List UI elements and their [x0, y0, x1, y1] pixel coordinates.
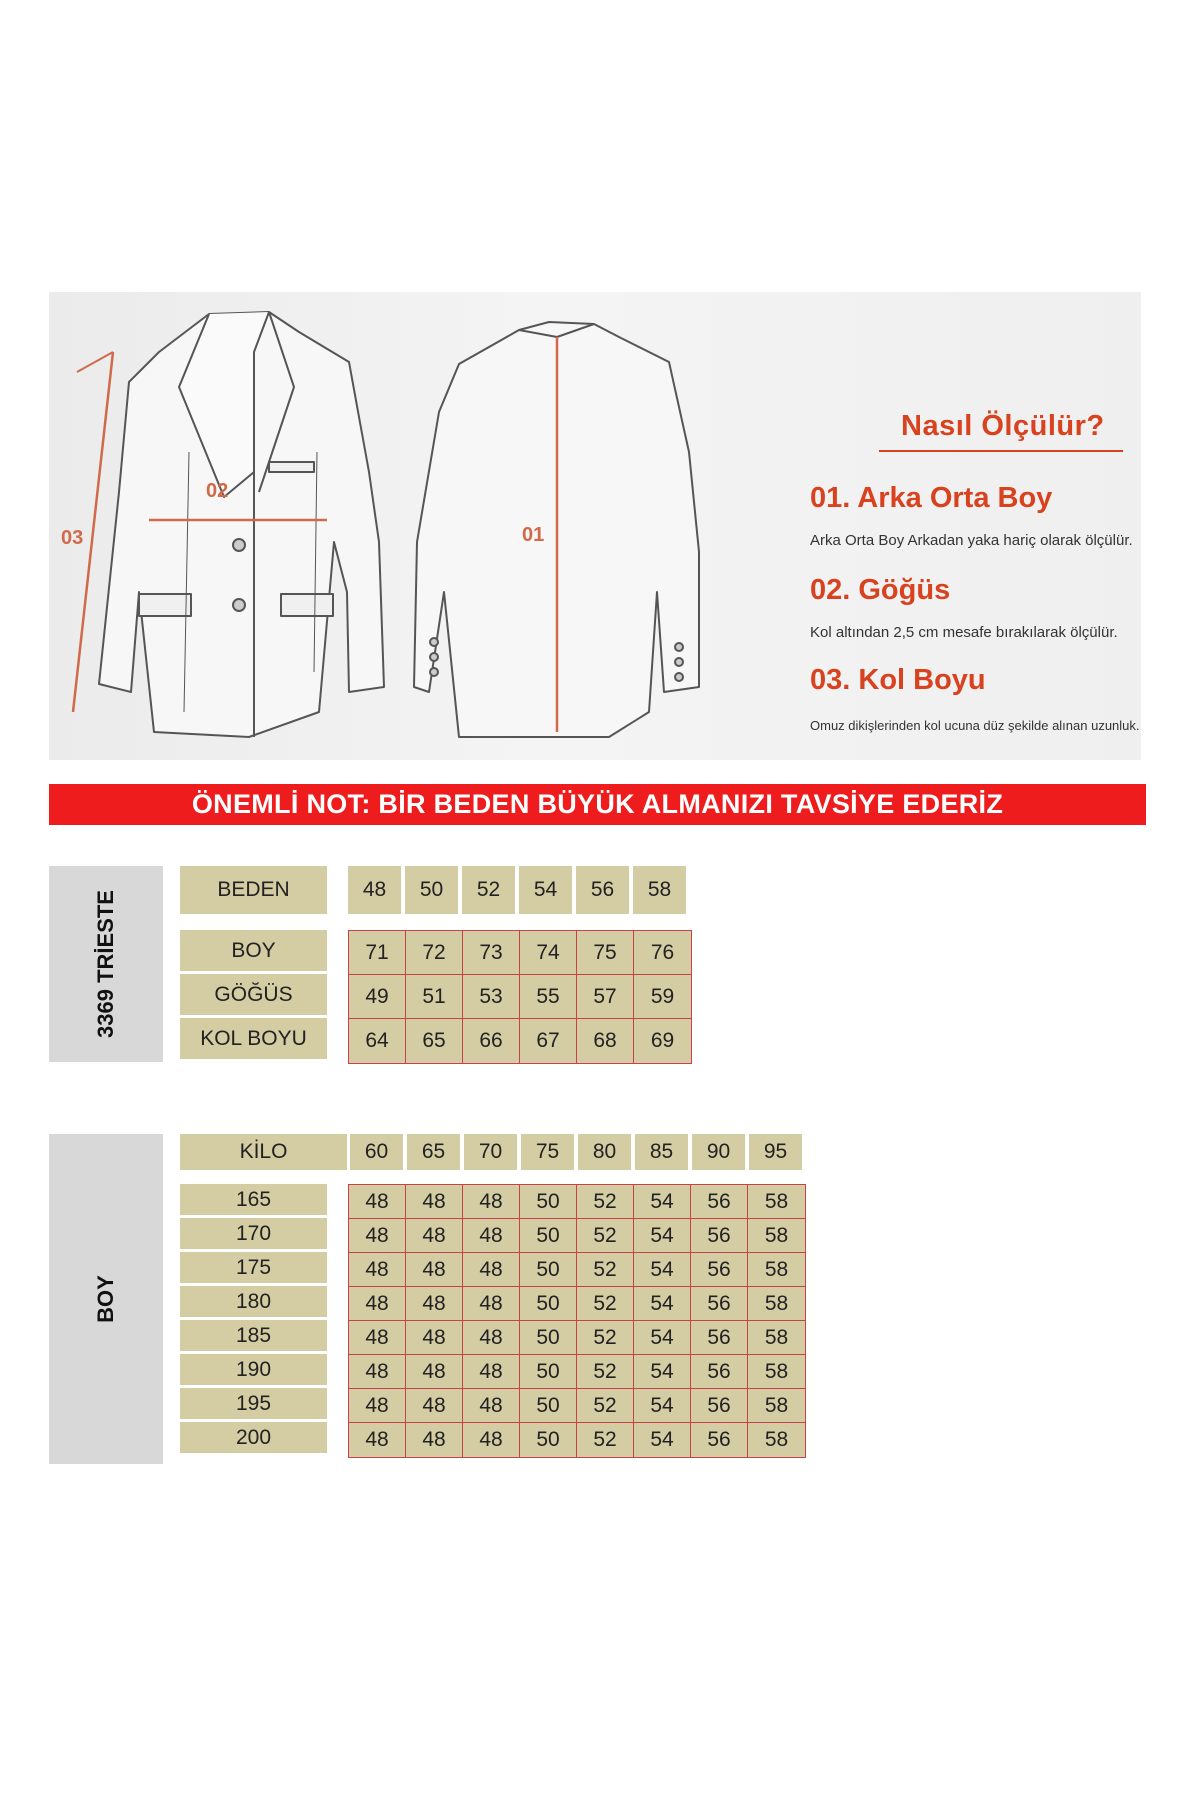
header-cell: 85	[635, 1134, 688, 1170]
table-cell: 48	[349, 1423, 406, 1457]
important-note-banner: ÖNEMLİ NOT: BİR BEDEN BÜYÜK ALMANIZI TAVSİYE EDERİZ	[49, 784, 1146, 825]
header-cell: 75	[521, 1134, 574, 1170]
table-cell: 48	[349, 1355, 406, 1389]
table-cell: 74	[520, 931, 577, 975]
table-cell: 49	[349, 975, 406, 1019]
table-cell: 76	[634, 931, 691, 975]
header-cell: 58	[633, 866, 686, 914]
step-3-title: 03. Kol Boyu	[810, 664, 986, 696]
table-cell: 67	[520, 1019, 577, 1063]
table-cell: 48	[349, 1185, 406, 1219]
step-2-desc: Kol altından 2,5 cm mesafe bırakılarak ölçülür.	[810, 624, 1118, 641]
header-cell: 70	[464, 1134, 517, 1170]
row-label: 195	[180, 1388, 327, 1419]
table-cell: 59	[634, 975, 691, 1019]
row-label: 170	[180, 1218, 327, 1249]
table-cell: 48	[406, 1389, 463, 1423]
table-cell: 48	[349, 1219, 406, 1253]
table-cell: 68	[577, 1019, 634, 1063]
table-cell: 48	[463, 1355, 520, 1389]
table-cell: 54	[634, 1389, 691, 1423]
header-cell: 54	[519, 866, 572, 914]
front-length-label: 03	[61, 527, 84, 549]
table-cell: 48	[406, 1185, 463, 1219]
table-cell: 52	[577, 1389, 634, 1423]
table-cell: 56	[691, 1287, 748, 1321]
table-cell: 56	[691, 1321, 748, 1355]
table-cell: 50	[520, 1287, 577, 1321]
table-cell: 48	[349, 1287, 406, 1321]
table2-row-labels	[180, 1184, 327, 1453]
table-cell: 52	[577, 1185, 634, 1219]
table-cell: 48	[406, 1253, 463, 1287]
row-label: KOL BOYU	[180, 1018, 327, 1059]
guide-title-underline	[879, 450, 1123, 452]
table-cell: 54	[634, 1287, 691, 1321]
table2-values-grid	[348, 1184, 806, 1458]
table1-size-header	[348, 866, 686, 914]
header-cell: 48	[348, 866, 401, 914]
header-cell: 56	[576, 866, 629, 914]
table2-header-label: KİLO	[180, 1134, 347, 1170]
table1-side-panel	[49, 866, 163, 1062]
chest-label: 02	[206, 480, 229, 502]
table1-header-label: BEDEN	[180, 866, 327, 914]
how-to-measure-text	[757, 292, 1141, 760]
table-cell: 50	[520, 1423, 577, 1457]
table-cell: 58	[748, 1219, 805, 1253]
table-cell: 58	[748, 1321, 805, 1355]
row-label: 165	[180, 1184, 327, 1215]
table-cell: 48	[406, 1287, 463, 1321]
table-cell: 71	[349, 931, 406, 975]
table-cell: 56	[691, 1355, 748, 1389]
table-cell: 54	[634, 1219, 691, 1253]
table-cell: 64	[349, 1019, 406, 1063]
table-cell: 65	[406, 1019, 463, 1063]
header-cell: 65	[407, 1134, 460, 1170]
table-cell: 73	[463, 931, 520, 975]
table-cell: 48	[463, 1219, 520, 1253]
header-cell: 52	[462, 866, 515, 914]
header-cell: 60	[350, 1134, 403, 1170]
table2-side-label: BOY	[93, 1275, 118, 1323]
table-cell: 50	[520, 1219, 577, 1253]
table-cell: 54	[634, 1321, 691, 1355]
table-cell: 58	[748, 1253, 805, 1287]
table-cell: 56	[691, 1219, 748, 1253]
table-cell: 52	[577, 1355, 634, 1389]
step-1-desc: Arka Orta Boy Arkadan yaka hariç olarak ölçülür.	[810, 532, 1133, 549]
table-cell: 53	[463, 975, 520, 1019]
table-cell: 52	[577, 1321, 634, 1355]
table-cell: 48	[406, 1423, 463, 1457]
table-cell: 75	[577, 931, 634, 975]
step-2-title: 02. Göğüs	[810, 574, 951, 606]
table-cell: 54	[634, 1355, 691, 1389]
table-cell: 72	[406, 931, 463, 975]
table2-side-panel	[49, 1134, 163, 1464]
table-cell: 48	[463, 1287, 520, 1321]
table-cell: 50	[520, 1253, 577, 1287]
step-1-title: 01. Arka Orta Boy	[810, 482, 1053, 514]
table-cell: 48	[406, 1219, 463, 1253]
table-cell: 48	[463, 1185, 520, 1219]
table-cell: 52	[577, 1219, 634, 1253]
back-length-label: 01	[522, 524, 545, 546]
table-cell: 58	[764, 1428, 789, 1451]
table-cell: 50	[520, 1389, 577, 1423]
table-cell: 55	[520, 975, 577, 1019]
table-cell: 48	[349, 1253, 406, 1287]
row-label: BOY	[180, 930, 327, 971]
table-cell: 48	[349, 1321, 406, 1355]
row-label: 200	[180, 1422, 327, 1453]
table1-values-grid	[348, 930, 692, 1064]
header-cell: 50	[405, 866, 458, 914]
table-cell: 51	[406, 975, 463, 1019]
table-cell: 58	[748, 1287, 805, 1321]
step-3-desc: Omuz dikişlerinden kol ucuna düz şekilde alınan uzunluk.	[810, 718, 1140, 733]
table1-side-label: 3369 TRİESTE	[93, 890, 118, 1038]
row-label: GÖĞÜS	[180, 974, 327, 1015]
table-cell: 52	[577, 1253, 634, 1287]
table-cell: 69	[650, 1029, 675, 1052]
table-cell: 54	[634, 1253, 691, 1287]
table-cell: 56	[691, 1185, 748, 1219]
table-cell: 52	[577, 1423, 634, 1457]
table-cell: 56	[691, 1253, 748, 1287]
table-cell: 52	[577, 1287, 634, 1321]
measurement-guide-panel	[49, 292, 1141, 760]
table-cell: 48	[406, 1321, 463, 1355]
header-cell: 90	[692, 1134, 745, 1170]
table-cell: 48	[349, 1389, 406, 1423]
table-cell: 48	[406, 1355, 463, 1389]
table-cell: 58	[748, 1185, 805, 1219]
row-label: 185	[180, 1320, 327, 1351]
row-label: 175	[180, 1252, 327, 1283]
table-cell: 54	[634, 1185, 691, 1219]
row-label: 180	[180, 1286, 327, 1317]
table-cell: 57	[577, 975, 634, 1019]
table-cell: 50	[520, 1355, 577, 1389]
table-cell: 58	[748, 1355, 805, 1389]
table1-row-labels	[180, 930, 327, 1059]
row-label: 190	[180, 1354, 327, 1385]
table-cell: 50	[520, 1321, 577, 1355]
table-cell: 56	[691, 1389, 748, 1423]
header-cell: 95	[749, 1134, 802, 1170]
table-cell: 48	[463, 1253, 520, 1287]
table-cell: 58	[748, 1389, 805, 1423]
table-cell: 48	[463, 1423, 520, 1457]
table-cell: 48	[463, 1389, 520, 1423]
header-cell: 80	[578, 1134, 631, 1170]
table-cell: 48	[463, 1321, 520, 1355]
guide-title: Nasıl Ölçülür?	[901, 410, 1105, 442]
table-cell: 66	[463, 1019, 520, 1063]
table-cell: 54	[634, 1423, 691, 1457]
table-cell: 50	[520, 1185, 577, 1219]
table-cell: 56	[691, 1423, 748, 1457]
front-jacket-drawing	[99, 312, 384, 737]
table2-weight-header	[350, 1134, 802, 1170]
